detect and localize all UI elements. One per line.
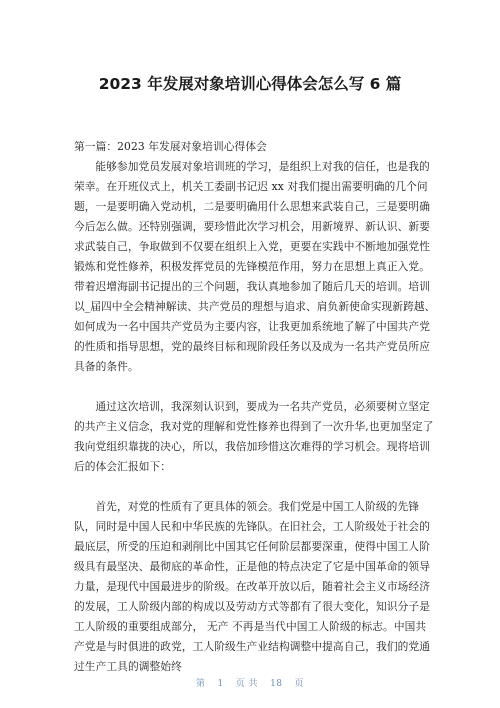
paragraph-gap xyxy=(74,377,436,397)
paragraph: 通过这次培训，我深刻认识到，要成为一名共产党员，必须要树立坚定的共产主义信念，我对党的理解和党性修养也得到了一次升华,也更加坚定了我向党组织靠拢的决心，所以，我倍加珍惜这次难得的学习机会。现将培训后的体会汇报如下： xyxy=(74,400,434,473)
paragraph: 首先，对党的性质有了更具体的领会。我们党是中国工人阶级的先锋队，同时是中国人民和中华民族的先锋队。在旧社会，工人阶级处于社会的最底层，所受的压迫和剥削比中国其它任何阶层都要深重，使得中国工人阶级具有最坚决、最彻底的革命性，正是他的特点决定了它是中国革命的领导力量，是现代中国最进步的阶级。在改革开放以后，随着社会主义市场经济的发展，工人阶级内部的构成以及劳动方式等都有了很大变化，知识分子是工人阶级的重要组成部分， 无产 不再是当代中国工人阶级的标志。中国共产党是与时俱进的政党，工人阶级生产业结构调整中提高自己，我们的党通过生产工具的调整始终 xyxy=(74,500,430,673)
paragraph: 能够参加党员发展对象培训班的学习，是组织上对我的信任，也是我的荣幸。在开班仪式上，机关工委副书记迟 xx 对我们提出需要明确的几个问题，一是要明确入党动机，二是要明确用什么思想来武装自己，三是要明确今后怎么做。还特别强调，要珍惜此次学习机会，用新境界、新认识、新要求武装自己，争取做到不仅要在组织上入党，更要在实践中不断地加强党性锻炼和党性修养，积极发挥党员的先锋模范作用，努力在思想上真正入党。带着迟增海副书记提出的三个问题，我认真地参加了随后几天的培训。培训以_届四中全会精神解读、共产党员的理想与追求、肩负新使命实现新跨越、如何成为一名中国共产党员为主要内容，让我更加系统地了解了中国共产党的性质和指导思想，党的最终目标和现阶段任务以及成为一名共产党员所应具备的条件。 xyxy=(74,160,436,373)
footer-suffix: 页 xyxy=(294,679,305,689)
footer-mid: 页 共 xyxy=(235,679,259,689)
document-title: 2023 年发展对象培训心得体会怎么写 6 篇 xyxy=(98,75,402,93)
paragraph-gap xyxy=(74,477,436,497)
current-page-number: 1 xyxy=(217,679,224,689)
footer-prefix: 第 xyxy=(195,679,206,689)
document-body xyxy=(74,137,436,677)
section-heading: 第一篇：2023 年发展对象培训心得体会 xyxy=(74,140,267,153)
page-footer xyxy=(0,676,500,689)
total-page-number: 18 xyxy=(270,679,283,689)
